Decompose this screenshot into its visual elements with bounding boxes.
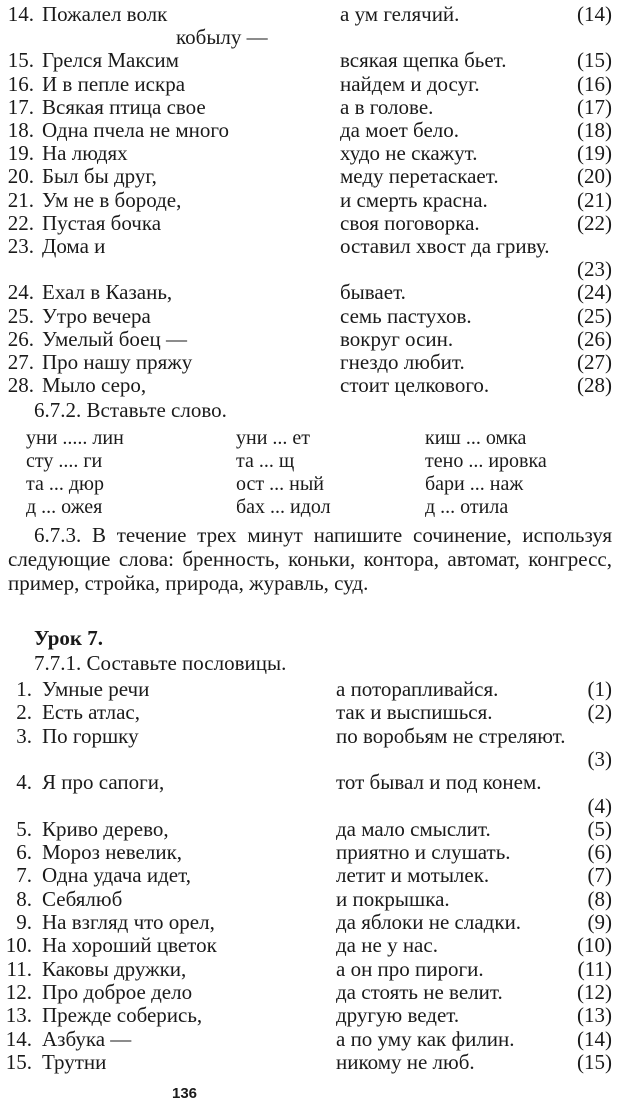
item-number: 12.: [5, 979, 32, 1004]
item-right-part: а ум гелячий.: [340, 2, 460, 26]
item-left-part: Всякая птица свое: [42, 94, 206, 119]
item-number: 4.: [16, 770, 32, 795]
item-left-part: Умелый боец —: [42, 326, 187, 351]
item-number: 14.: [5, 1026, 32, 1051]
item-number: 28.: [7, 373, 34, 398]
item-reference: (5): [587, 816, 612, 841]
item-reference: (28): [577, 373, 612, 398]
item-number: 22.: [7, 210, 34, 235]
item-number: 1.: [16, 677, 32, 701]
item-reference: (6): [587, 840, 612, 865]
fill-in-word: та ... щ: [236, 450, 295, 472]
item-right-part: а поторапливайся.: [336, 677, 499, 701]
item-left-part: Каковы дружки,: [42, 956, 187, 981]
item-left-part: На хороший цветок: [42, 933, 217, 958]
list-item: [0, 980, 620, 1004]
list-item: [0, 887, 620, 911]
item-right-part: найдем и досуг.: [340, 71, 480, 96]
list-item: [0, 188, 620, 212]
fill-in-word: д ... ожея: [26, 496, 103, 518]
item-reference: (8): [587, 886, 612, 911]
item-reference: (18): [577, 118, 612, 142]
item-right-part: своя поговорка.: [340, 210, 480, 235]
item-left-part: Криво дерево,: [42, 816, 169, 841]
item-number: 3.: [16, 723, 32, 748]
list-item: [0, 817, 620, 841]
item-left-part: Одна пчела не много: [42, 118, 229, 142]
item-left-part: Ехал в Казань,: [42, 280, 173, 305]
lesson-title: Урок 7.: [34, 626, 103, 650]
item-right-part: да стоять не велит.: [336, 979, 503, 1004]
item-right-part: да яблоки не сладки.: [336, 910, 522, 934]
item-number: 24.: [7, 280, 34, 305]
task-6-7-2-heading: 6.7.2. Вставьте слово.: [34, 398, 227, 422]
item-left-part: Азбука —: [42, 1026, 132, 1051]
item-number: 13.: [5, 1003, 32, 1028]
item-right-part: да моет бело.: [340, 118, 460, 142]
item-right-part: оставил хвост да гриву.: [340, 234, 550, 258]
list-item: [0, 211, 620, 235]
item-reference: (14): [577, 1026, 612, 1051]
item-number: 7.: [16, 863, 32, 888]
item-number: 17.: [7, 94, 34, 119]
item-right-part: да не у нас.: [336, 933, 438, 958]
list-item: [0, 257, 620, 281]
item-number: 16.: [7, 71, 34, 96]
item-right-part: худо не скажут.: [340, 141, 478, 166]
list-item: [0, 863, 620, 887]
fill-in-word: бах ... идол: [236, 496, 331, 518]
item-number: 2.: [16, 700, 32, 725]
item-left-part: Про нашу пряжу: [42, 350, 193, 374]
item-number: 27.: [7, 350, 34, 374]
fill-in-word: та ... дюр: [26, 473, 104, 495]
list-item: [0, 700, 620, 724]
item-number: 10.: [5, 933, 32, 958]
item-reference: (9): [587, 910, 612, 934]
item-reference: (15): [577, 48, 612, 73]
list-item: [0, 1003, 620, 1027]
list-item: [0, 957, 620, 981]
task-7-7-1-heading: 7.7.1. Составьте пословицы.: [34, 651, 287, 675]
item-left-part: Мыло серо,: [42, 373, 147, 398]
item-right-part: по воробьям не стреляют.: [336, 723, 566, 748]
list-item: [0, 72, 620, 96]
item-right-part: а он про пироги.: [336, 956, 484, 981]
item-number: 6.: [16, 840, 32, 865]
item-right-part: меду перетаскает.: [340, 164, 499, 189]
item-right-part: и покрышка.: [336, 886, 450, 911]
item-right-part: так и выспишься.: [336, 700, 493, 725]
item-right-part: и смерть красна.: [340, 187, 488, 212]
item-left-part: На взгляд что орел,: [42, 910, 215, 934]
item-left-part: Я про сапоги,: [42, 770, 165, 795]
item-left-part: На людях: [42, 141, 128, 166]
fill-in-word: ост ... ный: [236, 473, 324, 495]
fill-in-word: уни ... ет: [236, 427, 311, 449]
item-right-part: никому не люб.: [336, 1049, 475, 1074]
item-number: 25.: [7, 303, 34, 328]
item-number: 8.: [16, 886, 32, 911]
list-item: [0, 118, 620, 142]
list-item: [0, 840, 620, 864]
item-left-part: Утро вечера: [42, 303, 151, 328]
list-item: [0, 1027, 620, 1051]
list-item: [0, 794, 620, 818]
item-right-part: тот бывал и под конем.: [336, 770, 542, 795]
item-reference: (10): [577, 933, 612, 958]
item-number: 5.: [16, 816, 32, 841]
item-left-part: Умные речи: [42, 677, 150, 701]
item-reference: (7): [587, 863, 612, 888]
fill-in-word: уни ..... лин: [26, 427, 124, 449]
item-number: 9.: [16, 910, 32, 934]
item-right-part: летит и мотылек.: [336, 863, 490, 888]
list-item: [0, 304, 620, 328]
item-number: 14.: [7, 2, 34, 26]
list-item: [0, 724, 620, 748]
item-right-part: всякая щепка бьет.: [340, 48, 507, 73]
item-reference: (14): [577, 2, 612, 26]
item-reference: (21): [577, 187, 612, 212]
item-number: 19.: [7, 141, 34, 166]
item-right-part: другую ведет.: [336, 1003, 460, 1028]
item-left-part: Трутни: [42, 1049, 107, 1074]
item-left-part: По горшку: [42, 723, 139, 748]
list-item: [0, 373, 620, 397]
item-right-part: а в голове.: [340, 94, 434, 119]
item-right-part: семь пастухов.: [340, 303, 472, 328]
item-left-part: Мороз невелик,: [42, 840, 183, 865]
item-left-part: Себялюб: [42, 886, 123, 911]
list-item: [0, 350, 620, 374]
item-left-part: Прежде соберись,: [42, 1003, 203, 1028]
list-item: [0, 770, 620, 794]
item-left-part: Грелся Максим: [42, 48, 179, 73]
item-right-part: да мало смыслит.: [336, 816, 491, 841]
item-reference: (20): [577, 164, 612, 189]
item-left-part: Есть атлас,: [42, 700, 140, 725]
item-left-part: Был бы друг,: [42, 164, 157, 189]
item-left-part: Дома и: [42, 234, 106, 258]
list-item: [0, 677, 620, 701]
item-left-part: кобылу —: [176, 25, 268, 50]
item-left-part: Пожалел волк: [42, 2, 168, 26]
item-right-part: а по уму как филин.: [336, 1026, 515, 1051]
item-reference: (22): [577, 210, 612, 235]
task-6-7-3-text: 6.7.3. В течение трех минут напишите сочинение, используя следующие слова: бренность, коньки, контора, автомат, конгресс, пример, стройка, природа, журавль, суд.: [8, 523, 612, 595]
item-number: 23.: [7, 234, 34, 258]
item-reference: (12): [577, 979, 612, 1004]
item-reference: (19): [577, 141, 612, 166]
list-item: [0, 747, 620, 771]
item-reference: (4): [587, 793, 612, 818]
item-left-part: И в пепле искра: [42, 71, 186, 96]
item-reference: (26): [577, 326, 612, 351]
item-left-part: Пустая бочка: [42, 210, 162, 235]
item-left-part: Ум не в бороде,: [42, 187, 182, 212]
list-item: [0, 1050, 620, 1074]
list-item: [0, 164, 620, 188]
list-item: [0, 910, 620, 934]
item-right-part: приятно и слушать.: [336, 840, 511, 865]
item-number: 15.: [5, 1049, 32, 1074]
item-reference: (3): [587, 746, 612, 771]
item-number: 20.: [7, 164, 34, 189]
item-reference: (23): [577, 257, 612, 282]
page-number: 136: [172, 1085, 198, 1102]
fill-in-word: тено ... ировка: [425, 450, 547, 472]
item-right-part: стоит целкового.: [340, 373, 490, 398]
fill-in-word: д ... отила: [425, 496, 509, 518]
item-reference: (27): [577, 350, 612, 374]
list-item: [0, 933, 620, 957]
list-item: [0, 48, 620, 72]
item-right-part: бывает.: [340, 280, 406, 305]
item-reference: (24): [577, 280, 612, 305]
list-item: [0, 234, 620, 258]
list-item: [0, 327, 620, 351]
item-reference: (2): [587, 700, 612, 725]
item-left-part: Про доброе дело: [42, 979, 193, 1004]
item-reference: (13): [577, 1003, 612, 1028]
fill-in-word: бари ... наж: [425, 473, 524, 495]
item-reference: (17): [577, 94, 612, 119]
list-item: [0, 25, 620, 49]
item-number: 18.: [7, 118, 34, 142]
item-left-part: Одна удача идет,: [42, 863, 191, 888]
list-item: [0, 141, 620, 165]
item-right-part: вокруг осин.: [340, 326, 454, 351]
item-number: 26.: [7, 326, 34, 351]
list-item: [0, 95, 620, 119]
list-item: [0, 280, 620, 304]
item-number: 15.: [7, 48, 34, 73]
item-reference: (25): [577, 303, 612, 328]
list-item: [0, 2, 620, 26]
item-number: 21.: [7, 187, 34, 212]
item-reference: (15): [577, 1049, 612, 1074]
item-reference: (16): [577, 71, 612, 96]
item-number: 11.: [6, 956, 32, 981]
fill-in-word: сту .... ги: [26, 450, 103, 472]
item-reference: (11): [577, 956, 612, 981]
item-reference: (1): [587, 677, 612, 701]
fill-in-word: киш ... омка: [425, 427, 527, 449]
item-right-part: гнездо любит.: [340, 350, 465, 374]
